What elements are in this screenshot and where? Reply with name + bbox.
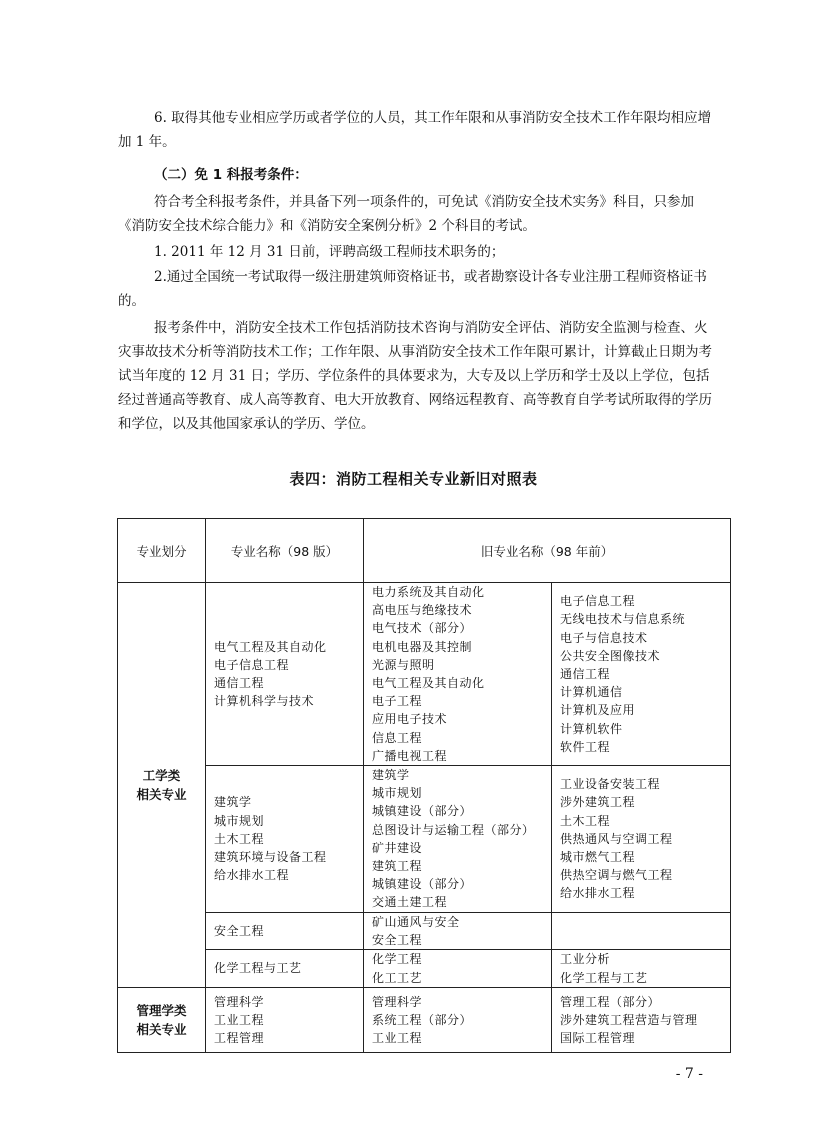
paragraph-5: 2.通过全国统一考试取得一级注册建筑师资格证书，或者勘察设计各专业注册工程师资格证书的。 (118, 269, 707, 309)
major-name: 城市规划 (214, 813, 265, 828)
major-name: 工业工程 (372, 1031, 423, 1046)
header-old-name: 旧专业名称（98 年前） (364, 519, 731, 583)
major-name: 工业工程 (214, 1012, 265, 1027)
table-header-row (118, 519, 731, 583)
major-name: 高电压与绝缘技术 (372, 603, 473, 618)
major-name: 给水排水工程 (214, 868, 290, 883)
major-name: 建筑学 (372, 768, 410, 783)
major-name: 土木工程 (560, 813, 611, 828)
old-name-cell-a (364, 912, 552, 949)
paragraph-3: 符合考全科报考条件，并具备下列一项条件的，可免试《消防安全技术实务》科目，只参加《消防安全技术综合能力》和《消防安全案例分析》2 个科目的考试。 (118, 194, 694, 234)
table-row (118, 950, 731, 988)
major-name: 系统工程（部分） (372, 1012, 473, 1027)
old-name-cell-b (552, 988, 731, 1053)
major-name: 通信工程 (214, 676, 265, 691)
table-row (118, 988, 731, 1053)
major-name: 广播电视工程 (372, 748, 448, 763)
major-name: 矿山通风与安全 (372, 914, 460, 929)
major-name: 建筑工程 (372, 859, 423, 874)
major-name: 电子信息工程 (560, 594, 636, 609)
new-name-cell (206, 950, 364, 988)
major-name: 供热通风与空调工程 (560, 831, 673, 846)
major-name: 管理工程（部分） (560, 994, 661, 1009)
major-name: 信息工程 (372, 730, 423, 745)
table-title: 表四：消防工程相关专业新旧对照表 (289, 470, 538, 488)
major-name: 城市规划 (372, 786, 423, 801)
new-name-cell (206, 583, 364, 766)
major-name: 计算机及应用 (560, 703, 636, 718)
major-name: 给水排水工程 (560, 886, 636, 901)
major-name: 无线电技术与信息系统 (560, 612, 686, 627)
major-name: 化工工艺 (372, 970, 423, 985)
major-name: 供热空调与燃气工程 (560, 868, 673, 883)
category-management (118, 988, 206, 1053)
major-name: 软件工程 (560, 739, 611, 754)
category-label: 管理学类 相关专业 (136, 1003, 187, 1038)
category-label: 工学类 相关专业 (136, 768, 187, 803)
major-name: 通信工程 (560, 666, 611, 681)
new-name-cell (206, 766, 364, 913)
major-name: 化学工程 (372, 952, 423, 967)
paragraph-1: 6. 取得其他专业相应学历或者学位的人员，其工作年限和从事消防安全技术工作年限均相应增加 1 年。 (118, 110, 712, 150)
major-name: 建筑环境与设备工程 (214, 849, 327, 864)
new-name-cell (206, 912, 364, 949)
old-name-cell-a (364, 950, 552, 988)
header-new-name: 专业名称（98 版） (206, 519, 364, 583)
major-name: 涉外建筑工程 (560, 795, 636, 810)
major-name: 公共安全图像技术 (560, 648, 661, 663)
major-name: 应用电子技术 (372, 712, 448, 727)
new-name-cell (206, 988, 364, 1053)
major-name: 矿井建设 (372, 840, 423, 855)
major-name: 工程管理 (214, 1031, 265, 1046)
major-name: 计算机软件 (560, 721, 623, 736)
major-name: 安全工程 (214, 923, 265, 938)
major-name: 电力系统及其自动化 (372, 585, 485, 599)
major-comparison-table (117, 518, 731, 1053)
major-name: 国际工程管理 (560, 1031, 636, 1046)
major-name: 光源与照明 (372, 657, 435, 672)
major-name: 化学工程与工艺 (560, 970, 648, 985)
major-name: 管理科学 (214, 994, 265, 1009)
old-name-cell-b (552, 912, 731, 949)
major-name: 城镇建设（部分） (372, 877, 473, 892)
old-name-cell-b (552, 950, 731, 988)
major-name: 土木工程 (214, 831, 265, 846)
major-name: 化学工程与工艺 (214, 961, 302, 976)
category-engineering (118, 583, 206, 988)
major-name: 工业分析 (560, 952, 611, 967)
major-name: 计算机通信 (560, 685, 623, 700)
major-name: 城镇建设（部分） (372, 804, 473, 819)
major-name: 城市燃气工程 (560, 849, 636, 864)
table-row (118, 583, 731, 766)
page-number: - 7 - (675, 1066, 703, 1082)
table-row (118, 912, 731, 949)
major-name: 涉外建筑工程营造与管理 (560, 1012, 698, 1027)
major-name: 电机电器及其控制 (372, 639, 473, 654)
major-name: 工业设备安装工程 (560, 777, 661, 792)
old-name-cell-a (364, 583, 552, 766)
major-name: 电子与信息技术 (560, 630, 648, 645)
old-name-cell-b (552, 766, 731, 913)
header-category: 专业划分 (118, 519, 206, 583)
major-name: 电气工程及其自动化 (214, 639, 327, 654)
major-name: 电子信息工程 (214, 657, 290, 672)
old-name-cell-a (364, 766, 552, 913)
paragraph-4: 1. 2011 年 12 月 31 日前，评聘高级工程师技术职务的； (154, 244, 505, 260)
section-heading: （二）免 1 科报考条件： (154, 167, 308, 183)
major-name: 电子工程 (372, 694, 423, 709)
table-row (118, 766, 731, 913)
paragraph-6: 报考条件中，消防安全技术工作包括消防技术咨询与消防安全评估、消防安全监测与检查、火灾事故技术分析等消防技术工作；工作年限、从事消防安全技术工作年限可累计，计算截止日期为考试当年度的 12 月 31 日；学历、学位条件的具体要求为，大专及以上学历和学士及以上学位，包括经过普通高等教育、成人高等教育、电大开放教育、网络远程教育、高等教育自学考试所取得的学历和学位，以及其他国家承认的学历、学位。 (118, 320, 712, 432)
major-name: 建筑学 (214, 795, 252, 810)
old-name-cell-b (552, 583, 731, 766)
old-name-cell-a (364, 988, 552, 1053)
major-name: 计算机科学与技术 (214, 694, 315, 709)
major-name: 安全工程 (372, 932, 423, 947)
major-name: 电气技术（部分） (372, 621, 473, 636)
major-name: 交通土建工程 (372, 895, 448, 910)
major-name: 总图设计与运输工程（部分） (372, 822, 535, 837)
major-name: 管理科学 (372, 994, 423, 1009)
major-name: 电气工程及其自动化 (372, 676, 485, 691)
